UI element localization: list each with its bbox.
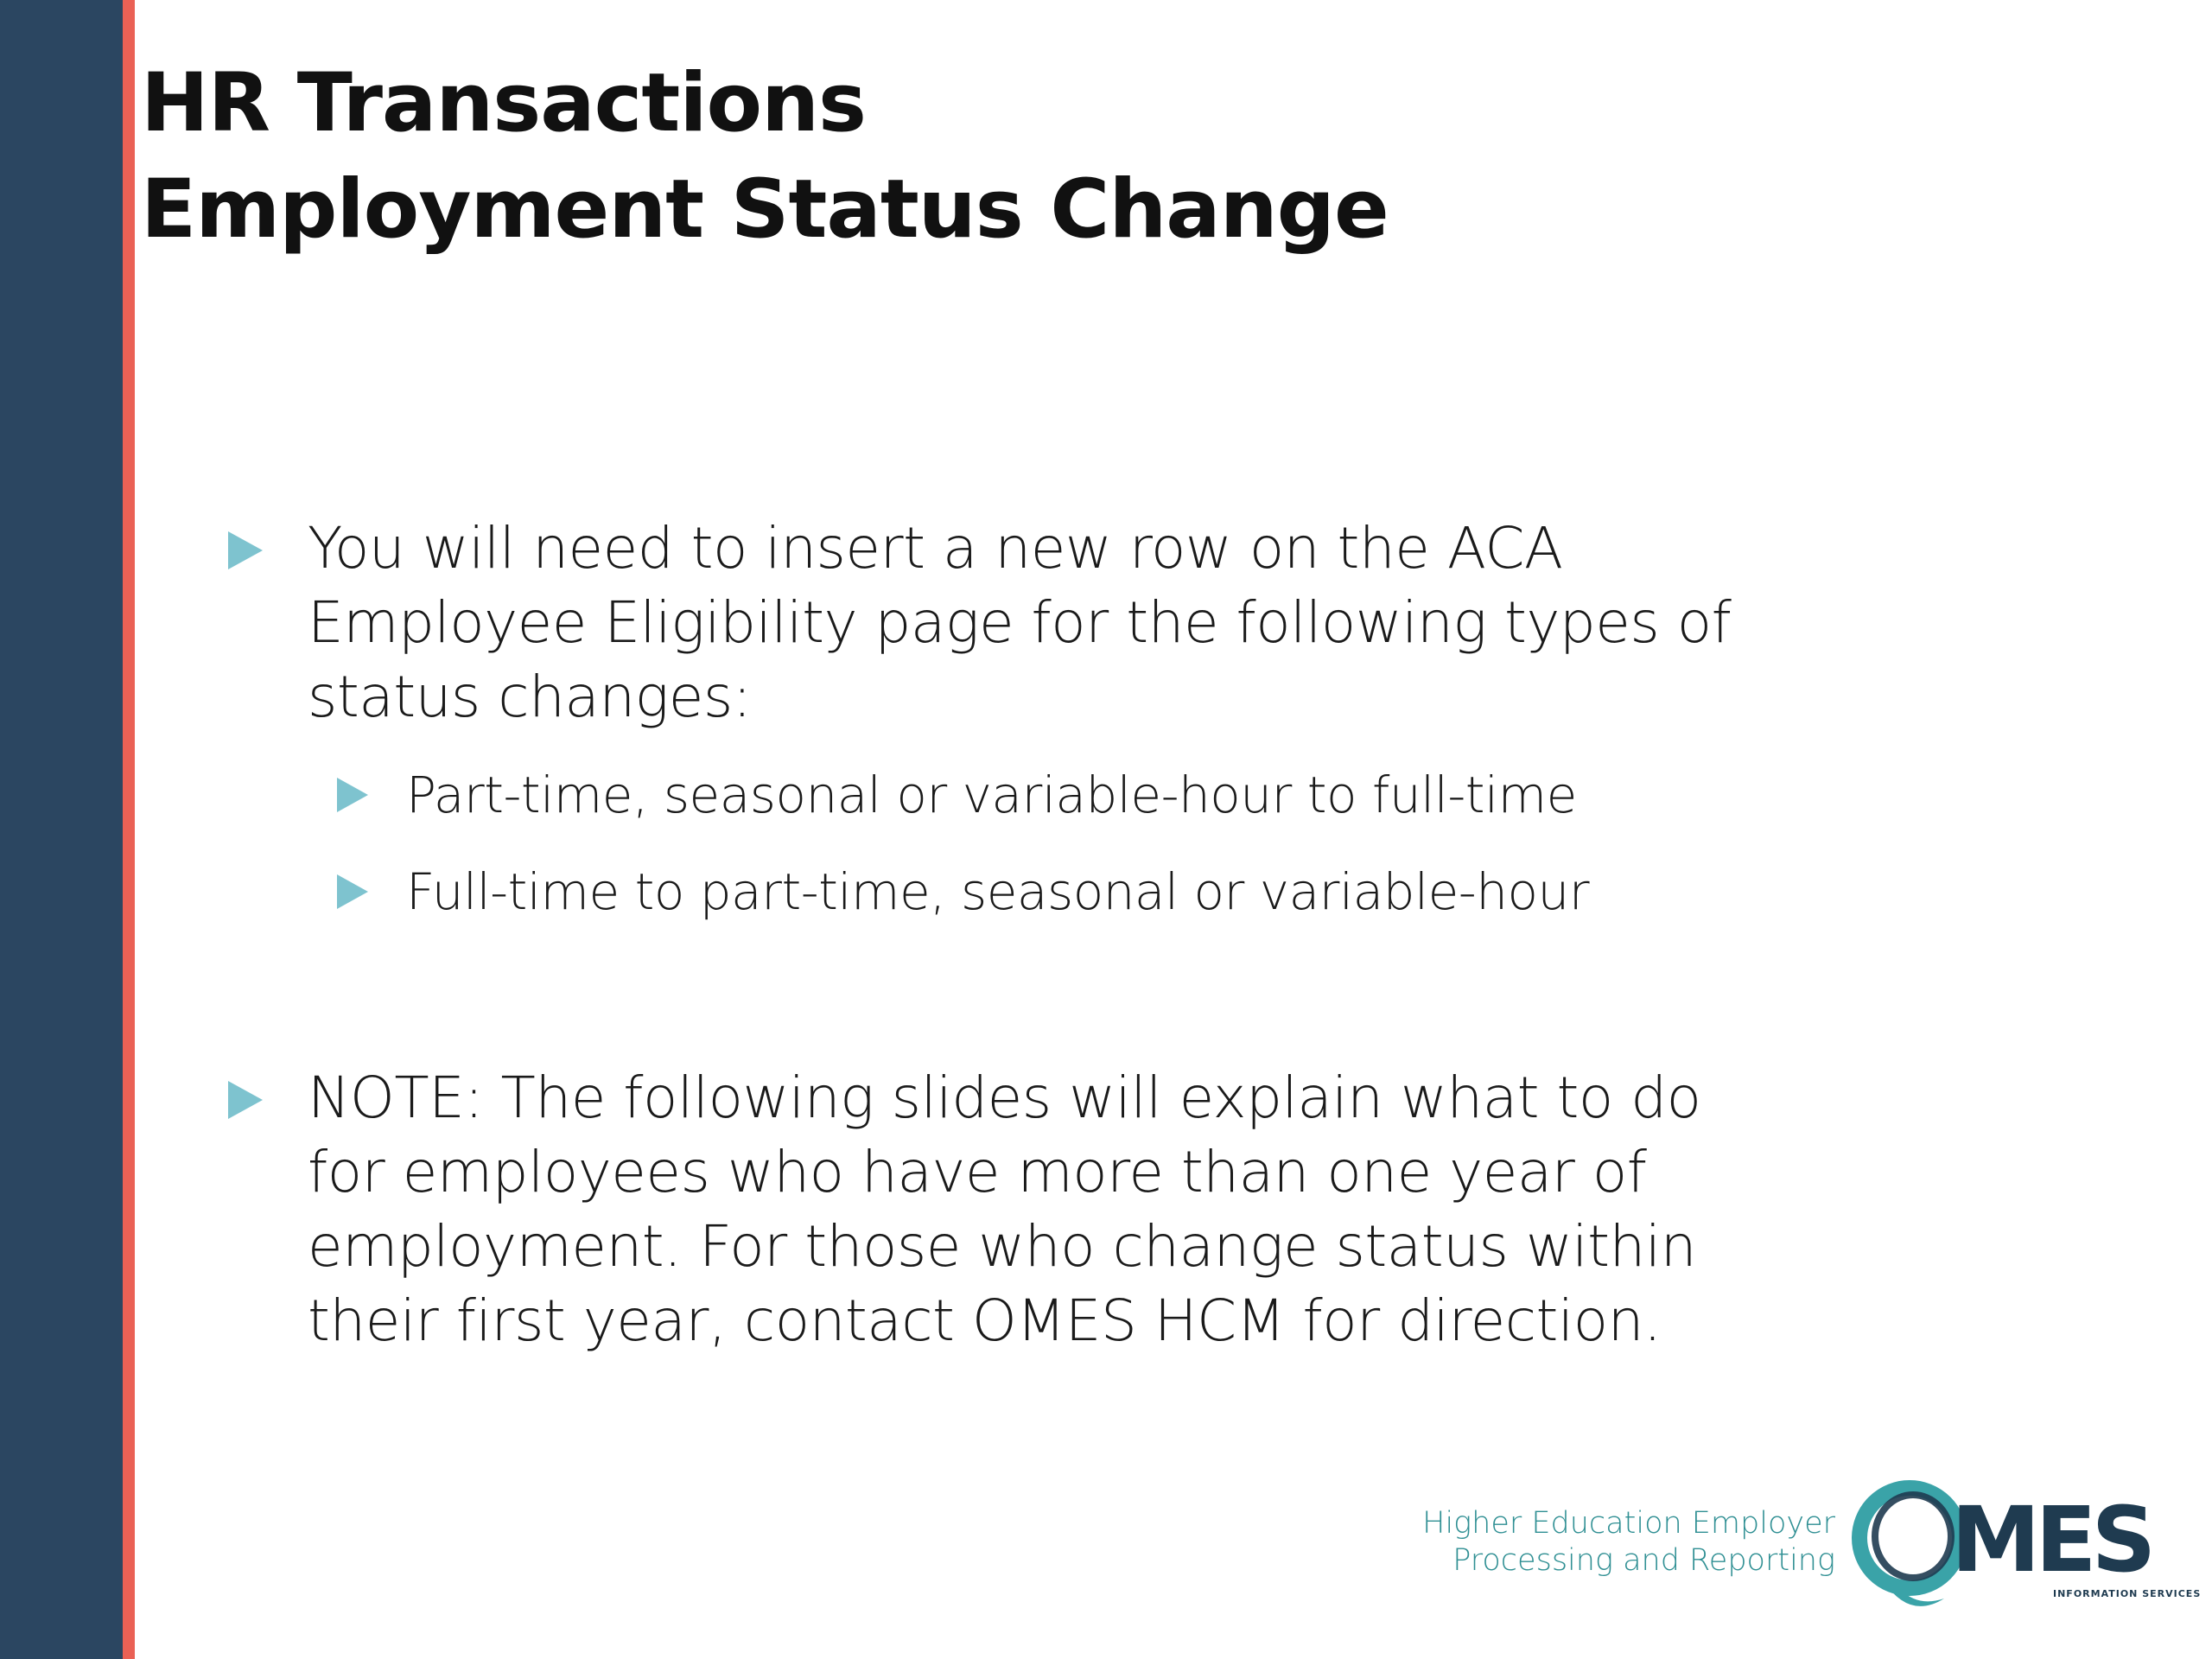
slide-title — [141, 50, 1389, 263]
bullet-line: their first year, contact OMES HCM for direction. — [308, 1287, 1662, 1354]
footer-org-line-2: Processing and Reporting — [1452, 1543, 1835, 1578]
title-line-1: HR Transactions — [141, 56, 866, 150]
footer-org-name — [1422, 1505, 1835, 1580]
triangle-right-icon — [228, 1081, 263, 1119]
sub-bullet-list — [228, 760, 1870, 926]
triangle-right-icon — [228, 531, 263, 569]
sub-bullet-text: Part-time, seasonal or variable-hour to full-time — [406, 766, 1577, 824]
footer-org-line-1: Higher Education Employer — [1422, 1506, 1835, 1541]
triangle-right-icon — [337, 778, 368, 812]
bullet-line: NOTE: The following slides will explain what to do — [308, 1065, 1701, 1131]
bullet-1 — [228, 512, 1870, 734]
triangle-right-icon — [337, 874, 368, 909]
left-sidebar-bar — [0, 0, 123, 1659]
bullet-line: Employee Eligibility page for the following types of — [308, 589, 1732, 656]
logo-wordmark: MES — [1951, 1487, 2152, 1592]
bullet-line: You will need to insert a new row on the ACA — [308, 515, 1563, 582]
title-line-2: Employment Status Change — [141, 162, 1389, 257]
logo-tagline: INFORMATION SERVICES — [2053, 1588, 2202, 1599]
omes-logo — [1849, 1469, 2202, 1624]
bullet-item — [228, 1061, 1870, 1358]
bullet-line: for employees who have more than one year of — [308, 1139, 1647, 1205]
accent-stripe — [123, 0, 135, 1659]
sub-bullet-item — [337, 760, 1870, 830]
bullet-item — [228, 512, 1870, 734]
bullet-line: employment. For those who change status within — [308, 1213, 1697, 1280]
logo-ring-inner — [1875, 1495, 1951, 1578]
sub-bullet-item — [337, 857, 1870, 926]
sub-bullet-text: Full-time to part-time, seasonal or variable-hour — [406, 862, 1590, 921]
bullet-line: status changes: — [308, 664, 752, 730]
bullet-2 — [228, 1061, 1870, 1358]
